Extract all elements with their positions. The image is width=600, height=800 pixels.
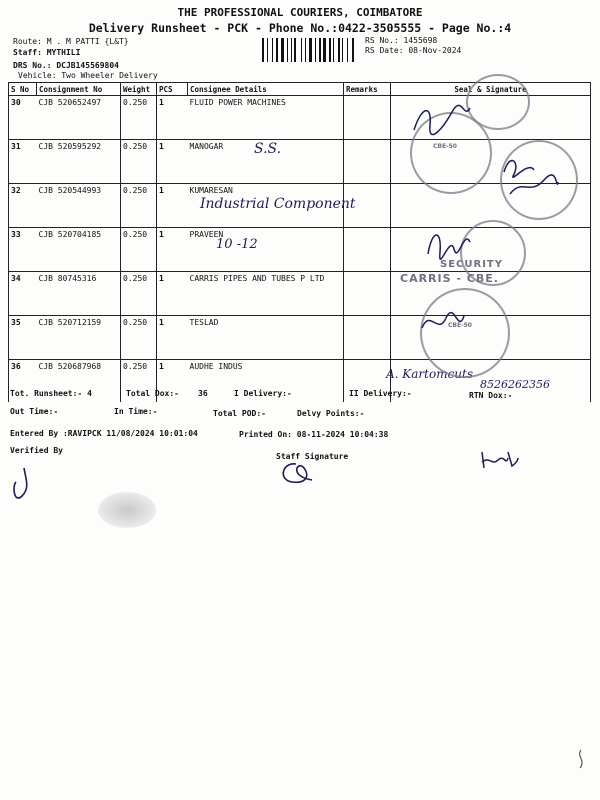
i-delivery-label: I Delivery:- [234,389,292,398]
row-weight: 0.250 [121,360,157,403]
entered-by: Entered By :RAVIPCK 11/08/2024 10:01:04 [10,429,198,438]
signature-scribble [412,100,472,140]
signature-scribble [424,224,474,264]
row-consignment-no: CJB 520544993 [37,184,121,228]
ii-delivery-label: II Delivery:- [349,389,412,398]
barcode [262,38,354,62]
handwritten-name-row36: A. Kartomcuts [386,367,474,381]
out-time-label: Out Time:- [10,407,59,416]
row-consignee: TESLAD [188,316,344,360]
row-consignee: MANOGAR [188,140,344,184]
total-dox-value: 36 [198,389,208,398]
verifier-signature [10,466,36,500]
company-title: THE PROFESSIONAL COURIERS, COIMBATORE [177,6,423,19]
margin-scribble [574,748,588,770]
row-pcs: 1 [157,360,188,403]
column-header: Consignee Details [188,83,344,96]
staff-signature-label: Staff Signature [276,452,349,461]
carris-stamp-text: CARRIS - CBE. [400,272,499,285]
row-pcs: 1 [157,316,188,360]
row-pcs: 1 [157,96,188,140]
handwritten-note-row31: S.S. [254,141,282,157]
staff-label: Staff: MYTHILI [13,48,81,57]
signature-scribble [500,152,560,200]
row-weight: 0.250 [121,96,157,140]
row-remarks [344,228,391,272]
row-consignment-no: CJB 520652497 [37,96,121,140]
row-consignment-no: CJB 520595292 [37,140,121,184]
seal-stamp-text: CBE-50 [448,322,472,329]
row-sno: 30 [9,96,37,140]
row-sno: 32 [9,184,37,228]
row-pcs: 1 [157,228,188,272]
row-consignment-no: CJB 520704185 [37,228,121,272]
in-time-label: In Time:- [114,407,158,416]
thumb-smudge [98,492,156,528]
row-consignee: CARRIS PIPES AND TUBES P LTD [188,272,344,316]
column-header: Seal & Signature [391,83,591,96]
row-remarks [344,96,391,140]
rs-date: RS Date: 08-Nov-2024 [365,46,462,55]
staff-signature-scribble [278,460,314,486]
handwritten-phone-row36: 8526262356 [480,378,550,391]
row-weight: 0.250 [121,228,157,272]
row-sno: 31 [9,140,37,184]
total-dox-label: Total Dox:- [126,389,179,398]
verified-by-label: Verified By [10,446,63,455]
row-weight: 0.250 [121,316,157,360]
row-remarks [344,272,391,316]
runsheet-title: Delivery Runsheet - PCK - Phone No.:0422-3505555 - Page No.:4 [88,21,512,35]
column-header: Weight [121,83,157,96]
tot-runsheet: Tot. Runsheet:- 4 [10,389,92,398]
column-header: Consignment No [37,83,121,96]
row-consignment-no: CJB 520687968 [37,360,121,403]
row-sno: 36 [9,360,37,403]
delvy-points-label: Delvy Points:- [297,409,365,418]
drs-number: DRS No.: DCJB145569804 [13,61,119,70]
route-label: Route: M . M PATTI {L&T} [13,37,129,46]
printed-on: Printed On: 08-11-2024 10:04:38 [239,430,389,439]
seal-stamp-text: CBE-50 [433,143,457,150]
row-consignee: AUDHE INDUS [188,360,344,403]
security-stamp-text: SECURITY [440,259,503,270]
row-pcs: 1 [157,272,188,316]
row-sno: 34 [9,272,37,316]
row-weight: 0.250 [121,184,157,228]
signature-scribble [418,306,468,342]
row-consignee: KUMARESAN [188,184,344,228]
row-consignment-no: CJB 520712159 [37,316,121,360]
row-consignment-no: CJB 80745316 [37,272,121,316]
column-header: PCS [157,83,188,96]
vehicle-label: Vehicle: Two Wheeler Delivery [18,71,158,80]
rs-number: RS No.: 1455698 [365,36,438,45]
row-pcs: 1 [157,140,188,184]
column-header: Remarks [344,83,391,96]
column-header: S No [9,83,37,96]
row-sno: 35 [9,316,37,360]
handwritten-note-row33: 10 -12 [216,237,258,252]
row-remarks [344,316,391,360]
handwritten-note-row32: Industrial Component [200,196,356,212]
row-consignee: FLUID POWER MACHINES [188,96,344,140]
total-pod-label: Total POD:- [213,409,266,418]
row-sno: 33 [9,228,37,272]
initials-scribble [478,448,520,472]
row-remarks [344,140,391,184]
row-consignee: PRAVEEN [188,228,344,272]
row-pcs: 1 [157,184,188,228]
row-weight: 0.250 [121,272,157,316]
rtn-dox-label: RTN Dox:- [469,391,513,400]
row-weight: 0.250 [121,140,157,184]
